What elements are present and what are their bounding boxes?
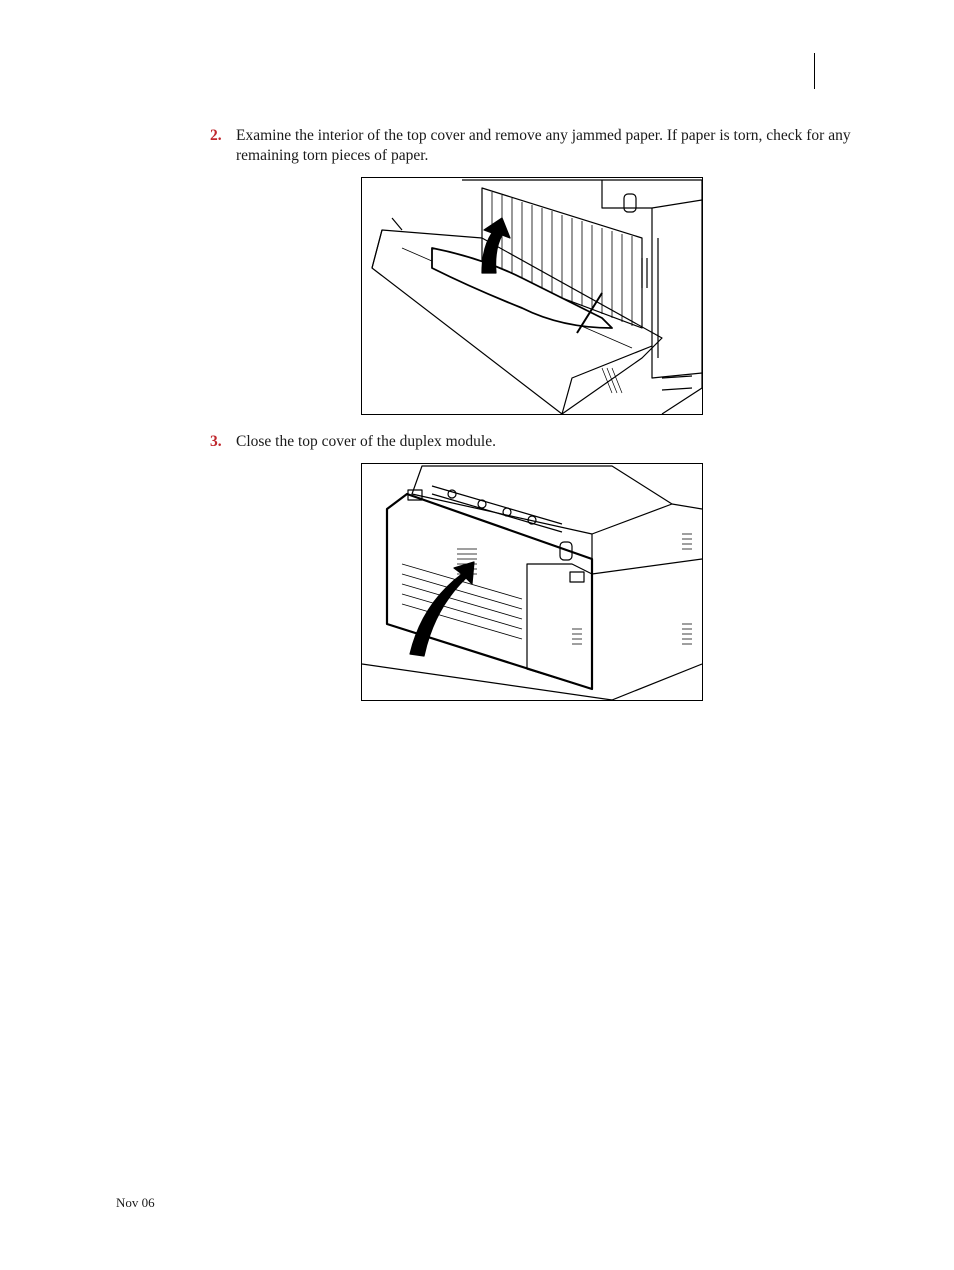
footer-date: Nov 06 bbox=[116, 1195, 155, 1210]
step-text: Close the top cover of the duplex module. bbox=[236, 433, 496, 450]
figure-remove-jammed-paper bbox=[361, 177, 703, 415]
step-text: Examine the interior of the top cover and remove any jammed paper. If paper is torn, check for any remaining torn pieces of paper. bbox=[236, 127, 851, 164]
printer-closed-cover-illustration bbox=[362, 464, 702, 700]
step-number: 2. bbox=[210, 127, 222, 144]
step-2 bbox=[210, 126, 870, 166]
step-number: 3. bbox=[210, 433, 222, 450]
figure-close-top-cover bbox=[361, 463, 703, 701]
step-3 bbox=[210, 432, 870, 452]
header-rule bbox=[814, 53, 815, 89]
printer-open-cover-illustration bbox=[362, 178, 702, 414]
